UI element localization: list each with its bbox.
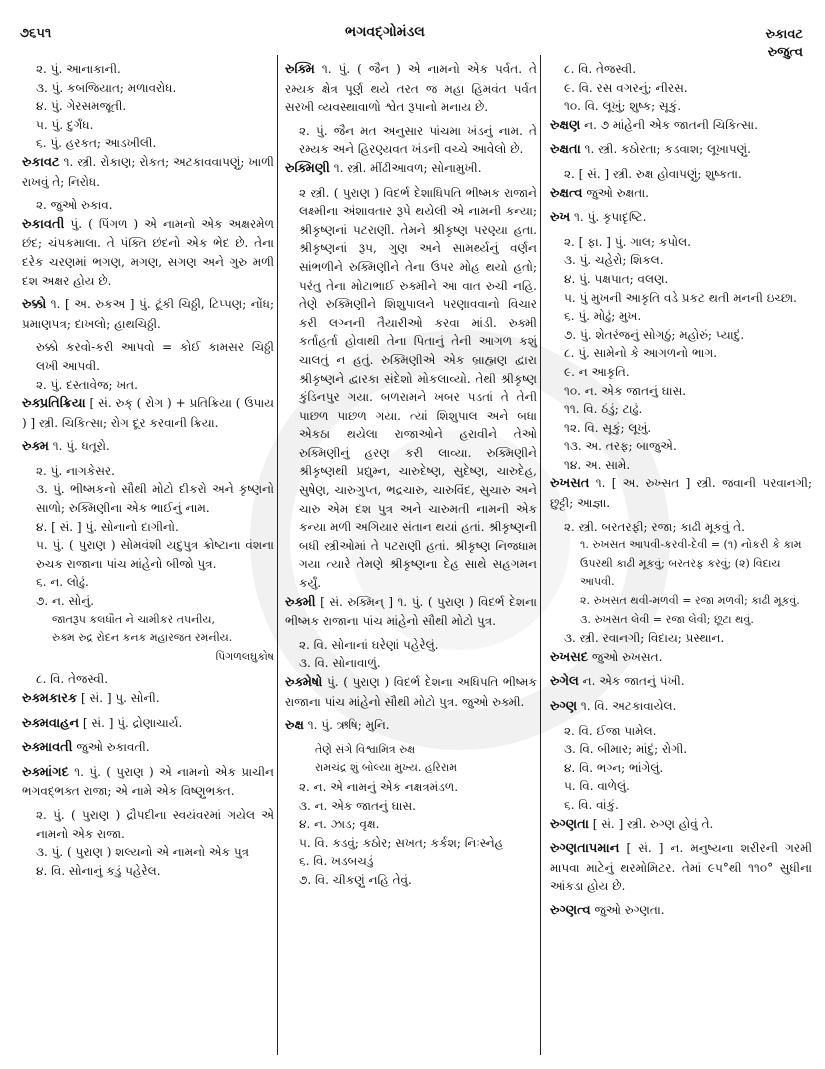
dictionary-entry — [22, 437, 274, 457]
sense-line: ૩. સ્ત્રી. રવાનગી; વિદાય; પ્રસ્થાન. — [564, 631, 725, 646]
definition-text: ૧. પું. કૃપાદૃષ્ટિ. — [570, 210, 647, 225]
headword: રુક્કો — [22, 297, 47, 313]
dictionary-entry — [285, 593, 537, 631]
sense-line: ૯. વિ. રસ વગરનું; નીરસ. — [564, 80, 688, 95]
sense-line: ૧૧. વિ. ઠંડું; ટાઢું. — [564, 402, 643, 417]
headword: રુગ્ણતા — [550, 816, 589, 832]
definition-text: ૧. [ અ. રુકઅ ] પું. ટૂંકી ચિઠ્ઠી, ટિપ્પણ; નોંધ; પ્રમાણપત્ર; દાખલો; હાથચિઠ્ઠી. — [22, 297, 274, 331]
dictionary-entry — [550, 140, 812, 160]
definition-text: ૧. સ્ત્રી. રોકાણ; રોકત; અટકાવવાપણું; ખાળી રાખવું તે; નિરોધ. — [22, 154, 274, 189]
sense-line: ૨. પું. આનાકાની. — [36, 62, 121, 76]
sense-line: ૬. વિ. વાંકું. — [564, 797, 619, 812]
column-2 — [285, 60, 537, 890]
sense-line: ૩. પું. ભીષ્મકનો સૌથી મોટો દીકરો અને કૃષ્ણનો સાળો; રુક્મિણીના એક ભાઈનું નામ. — [36, 482, 274, 516]
sense-line: ૨. સ્ત્રી. બરતરફી; રજા; કાઢી મૂકવું તે. — [564, 519, 745, 534]
definition-text: ૧. પું. ધતૂરો. — [48, 439, 110, 454]
sense-line: ૨. [ ફા. ] પું. ગાલ; કપોલ. — [564, 234, 691, 249]
definition-text: જુઓ રુકાવતી. — [72, 740, 150, 755]
sense-line: ૩. પું. ચહેરો; શિકલ. — [564, 253, 664, 268]
dictionary-entry — [550, 839, 812, 896]
page-header — [0, 8, 825, 60]
definition-text: [ સં. ] સ્ત્રી. રુગ્ણ હોવું તે. — [588, 816, 714, 831]
sense-line: ૨. ન. એ નામનું એક નક્ષત્રમંડળ. — [299, 779, 459, 794]
sense-line: ૪. પું. ગેરસમજૂતી. — [36, 99, 127, 114]
dictionary-entry — [550, 648, 812, 668]
dictionary-entry — [550, 184, 812, 204]
sense-line: ૪. પું. પક્ષપાત; વલણ. — [564, 271, 669, 286]
definition-text: જુઓ રુખસત. — [588, 649, 663, 664]
sense-line: ૩. પું. ( પુરાણ ) શલ્યનો એ નામનો એક પુત્ર — [36, 845, 250, 860]
headword: રુક્મિણી — [285, 160, 330, 176]
dictionary-entry — [285, 673, 537, 711]
headword: રુક્માવતી — [22, 740, 73, 756]
sense-line: ૧૦. વિ. લૂખું; શુષ્ક; સૂકું. — [564, 99, 682, 114]
sense-line: ૩. પું. કબજિયાત; મળાવરોધ. — [36, 80, 177, 95]
citation: પિંગળલઘુકોષ — [215, 649, 274, 663]
headword: રુખસદ — [550, 649, 589, 665]
sense-line: ૮. પું. સામેનો કે આગળનો ભાગ. — [564, 346, 718, 361]
book-title: ભગવદ્ગોમંડલ — [345, 24, 425, 40]
headword: રુક્ષણ — [550, 117, 581, 133]
column-3 — [550, 60, 812, 926]
definition-text: ૧. વિ. અટકાવાયેલ. — [577, 699, 677, 713]
sense-line: ૬. ન. લોઢું. — [36, 575, 89, 590]
headword: રુક્મિ — [285, 62, 315, 77]
sense-line: ૨. પું. નાગકેસર. — [36, 463, 115, 478]
headword: રુક્મી — [285, 594, 316, 610]
headword: રુક્મેષો — [285, 675, 323, 690]
definition-text: ૧. પું. ( પુરાણ ) એ નામનો એક પ્રાચીન ભગવદ્ભક્ત રાજા; એ નામે એક વિષ્ણુભક્ત. — [22, 764, 274, 799]
headword: રુખ — [550, 210, 571, 226]
sense-line: ૨. [ સં. ] સ્ત્રી. રુક્ષ હોવાપણું; શુષ્કતા. — [564, 166, 742, 181]
sense-line: ૧૨. વિ. સૂકું; લૂખું. — [564, 420, 652, 435]
headword: રુકાવતી — [22, 216, 65, 232]
usage-example: જાતરૂપ કલધૌત ને ચામીકર તપનીય, — [52, 612, 216, 626]
definition-text: ૧. સ્ત્રી. મીંઢીઆવળ; સોનામુખી. — [329, 160, 482, 175]
headword: રુગ્ણ — [550, 699, 578, 714]
usage-example: ૧. રુખસત આપવી-કરવી-દેવી = (૧) નોકરી કે કામ ઉપરથી કાઢી મૂકવું; બરતરફ કરવું; (૨) વિદાય આપવી. — [580, 538, 802, 589]
headword: રુક્મ — [22, 439, 49, 455]
usage-example: ૩. રુખસત લેવી = રજા લેવી; છૂટા થવું. — [580, 612, 754, 626]
sense-line: ૭. ન. સોનું. — [36, 594, 95, 609]
headword: રુગ્ણત્વ — [550, 902, 591, 918]
headword: રુગ્ણતાપમાન — [550, 841, 620, 857]
usage-example: રુક્મ રુદ્ર રોદન કનક મહારજત રમનીય. — [52, 631, 233, 645]
sense-line: ૧૪. અ. સામે. — [564, 457, 631, 472]
definition-text: ન. ૭ માંહેની એક જાતની ચિકિત્સા. — [580, 117, 758, 132]
sense-line: ૫. વિ. વાળેલું. — [564, 779, 630, 794]
dictionary-entry — [550, 672, 812, 692]
sense-line: ૨. પું. ( પુરાણ ) દ્રૌપદીના સ્વયંવરમાં ગયેલ એ નામનો એક રાજા. — [36, 807, 274, 841]
dictionary-entry — [22, 153, 274, 191]
page-number: ૭૬૫૧ — [20, 26, 52, 41]
headword: રુક્મકારક — [22, 691, 78, 706]
column-divider-2 — [540, 55, 541, 1055]
dictionary-entry — [22, 295, 274, 333]
sense-line: ૨. પું. દસ્તાવેજ; ખત. — [36, 377, 138, 392]
dictionary-entry — [550, 208, 812, 228]
sense-line: ૨. વિ. સોનાનાં ઘરેણાં પહેરેલું. — [299, 637, 439, 652]
sense-line: ૮. વિ. તેજસ્વી. — [564, 62, 637, 76]
definition-text: ૧. પું. ( જૈન ) એ નામનો એક પર્વત. તે રમ્યક ક્ષેત્ર પૂર્ણ થયે તરત જ મહા હિમવંત પર્વત સરખી વ્યવસ્થાવાળો શ્વેત રૂપાનો મનાય છે. — [285, 62, 537, 115]
definition-text: ન. એક જાતનું પંખી. — [578, 674, 685, 689]
definition-text: જુઓ રુગ્ણતા. — [590, 902, 665, 917]
headword: રુક્ષત્વ — [550, 185, 583, 201]
headword: રુક્ષતા — [550, 142, 581, 158]
usage-example: રામચંદ્ર શું બોલ્યા મુખ્ય. હરિરામ — [315, 761, 458, 775]
definition-text: પું. ( પિંગળ ) એ નામનો એક અક્ષરમેળ છંદ; ચંપકમાલા. તે પંક્તિ છંદનો એક ભેદ છે. તેના દરેક ચરણમાં ભગણ, મગણ, સગણ અને ગુરુ મળી દશ અક્ષર હોય છે. — [22, 216, 274, 288]
dictionary-entry — [550, 901, 812, 921]
definition-text: જુઓ રુક્ષતા. — [582, 185, 649, 200]
sense-line: ૩. ન. એક જાતનું ઘાસ. — [299, 798, 416, 813]
usage-example: ૨. રુખસત થવી-મળવી = રજા મળવી; કાઢી મૂકવું. — [580, 594, 800, 608]
sense-line: ૪. વિ. સોનાનું કડું પહેરેલ. — [36, 863, 161, 878]
headword: રુક્પ્રતિક્રિયા — [22, 396, 86, 412]
dictionary-entry — [22, 215, 274, 290]
headword: રુક્ષ — [285, 718, 304, 734]
sense-line: ૭. વિ. ચીકણું નહિ તેવું. — [299, 872, 412, 887]
sense-line: ૯. ન આકૃતિ. — [564, 364, 630, 379]
sense-line: ૨. જુઓ રુકાવ. — [36, 198, 113, 213]
dictionary-entry — [550, 474, 812, 512]
sense-line: ૩. વિ. બીમાર; માંદું; રોગી. — [564, 742, 688, 757]
dictionary-entry — [550, 697, 812, 717]
definition-text: [ સં. ] પું. દ્રોણાચાર્ય. — [79, 715, 183, 730]
dictionary-entry — [285, 159, 537, 179]
sense-line: ૬. વિ. ખડબચડું — [299, 854, 374, 869]
sense-line: ૨ સ્ત્રી. ( પુરાણ ) વિદર્ભ દેશાધિપતિ ભીષ્મક રાજાને લક્ષ્મીના અંશાવતાર રૂપે થયેલી એ નામની કન્યા; શ્રીકૃષ્ણનાં પટરાણી. તેમને શ્રીકૃષ્ણ પરણ્યા હતા. શ્રીકૃષ્ણનાં રૂપ, ગુણ અને સામર્થ્યનું વર્ણન સાંભળીને રુક્મિણીને તેના ઉપર મોહ થયો હતો; પરંતુ તેના મોટાભાઈ રુક્મીને આ વાત રુચી નહિ. તેણે રુક્મિણીને શિશુપાલને પરણાવવાનો વિચાર કરી લગ્નની તૈયારીઓ કરવા માંડી. રુક્મી કર્તાહર્તા હોવાથી તેના પિતાનું તેની આગળ કશું ચાલતું ન હતું. રુક્મિણીએ એક બ્રાહ્મણ દ્વારા શ્રીકૃષ્ણને દ્વારકા સંદેશો મોકલાવ્યો. તેથી શ્રીકૃષ્ણ કુંડિનપુર ગયા. બળરામને ખબર પડતાં તે તેની પાછળ પાછળ ગયા. ત્યાં શિશુપાલ અને બધા એકઠા થયેલા રાજાઓને હરાવીને તેઓ રુક્મિણીનું હરણ કરી લાવ્યા. રુક્મિણીને શ્રીકૃષ્ણથી પ્રદ્યુમ્ન, ચારુદેષ્ણ, સુદેષ્ણ, ચારુદેહ, સુષેણ, ચારુગુપ્ત, ભદ્રચારુ, ચારુવિંદ, સુચારુ અને ચારુ એમ દશ પુત્ર અને ચારુમતી નામની એક કન્યા મળી અગિયાર સંતાન થયાં હતાં. શ્રીકૃષ્ણની બધી સ્ત્રીઓમાં તે પટરાણી હતાં. શ્રીકૃષ્ણ નિજધામ ગયા ત્યારે તેમણે શ્રીકૃષ્ણના દેહ સાથે સહગમન કર્યું. — [299, 185, 537, 591]
column-divider-1 — [277, 55, 278, 1055]
guide-word-last: રુજુત્વ — [767, 45, 803, 60]
guide-word-first: રુકાવટ — [765, 27, 803, 42]
definition-text: [ સં. ] ન. મનુષ્યના શરીરની ગરમી માપવા માટેનું થરમોમિટર. તેમાં ૯૫°થી ૧૧૦° સુધીના આંકડા હોય છે. — [550, 841, 812, 894]
sense-line: ૭. પું. શેતરંજનું સોગઠું; મહોરું; પ્યાદું. — [564, 327, 745, 342]
dictionary-entry — [285, 716, 537, 736]
sense-line: ૧૦. ન. એક જાતનું ઘાસ. — [564, 383, 687, 398]
sense-line: ૫. વિ. કડવું; કઠોર; સખત; કર્કશ; નિઃસ્નેહ — [299, 835, 504, 850]
guide-words — [765, 26, 803, 62]
headword: રુગેલ — [550, 674, 579, 690]
dictionary-entry — [22, 763, 274, 801]
dictionary-entry — [285, 60, 537, 117]
usage-example: તેણે સંગે વિશ્વામિત્ર રુક્ષ — [315, 742, 416, 756]
sense-line: ૮. વિ. તેજસ્વી. — [36, 672, 109, 687]
definition-text: પું. ( પુરાણ ) વિદર્ભ દેશના અધિપતિ ભીષ્મક રાજાના પાંચ માંહેનો સૌથી મોટો પુત્ર. જુઓ રુક્મી. — [285, 675, 537, 709]
definition-text: [ સં. રુક્ ( રોગ ) + પ્રતિક્રિયા ( ઉપાય ) ] સ્ત્રી. ચિકિત્સા; રોગ દૂર કરવાની ક્રિયા. — [22, 396, 274, 430]
sense-line: ૪. ન. ઝાડ; વૃક્ષ. — [299, 817, 380, 832]
sense-line: ૨. વિ. ઈજા પામેલ. — [564, 723, 657, 738]
dictionary-entry — [550, 116, 812, 136]
dictionary-entry — [22, 394, 274, 432]
definition-text: ૧. [ અ. રુખ્સત ] સ્ત્રી. જવાની પરવાનગી; છુટ્ટી; આજ્ઞા. — [550, 476, 812, 511]
column-1 — [22, 60, 274, 880]
sense-line: ૫. પું. ( પુરાણ ) સોમવંશી યદુપુત્ર ક્રોષ્ટાના વંશના રુચક રાજાના પાંચ માંહેનો બીજો પુત્ર. — [36, 538, 274, 571]
sense-line: ૪. [ સં. ] પું. સોનાનો દાગીનો. — [36, 519, 179, 534]
dictionary-entry — [22, 738, 274, 758]
sense-line: રુક્કો કરવો-કરી આપવો = કોઈ કામસર ચિઠ્ઠી લખી આપવી. — [36, 340, 274, 373]
sense-line: ૫. પું મુખની આકૃતિ વડે પ્રકટ થતી મનની ઇચ્છા. — [564, 290, 797, 305]
sense-line: ૫. પું. દુર્ગંધ. — [36, 117, 94, 132]
definition-text: [ સં. ] પુ. સોની. — [77, 691, 160, 705]
definition-text: ૧. સ્ત્રી. કઠોરતા; કડવાશ; લૂખાપણું. — [580, 142, 751, 157]
headword: રુક્મવાહન — [22, 715, 80, 731]
sense-line: ૩. વિ. સોનાવાળું. — [299, 656, 381, 671]
headword: રુખસત — [550, 476, 590, 492]
dictionary-entry — [22, 689, 274, 709]
headword: રુક્માંગદ — [22, 764, 69, 780]
definition-text: [ સં. રુક્મિન્ ] ૧. પું. ( પુરાણ ) વિદર્ભ દેશના ભીષ્મક રાજાના પાંચ માંહેનો સૌથી મોટો પુત્ર. — [285, 594, 537, 629]
sense-line: ૬. પું. હરકત; આડખીલી. — [36, 136, 157, 151]
dictionary-entry — [550, 815, 812, 835]
sense-line: ૨. પું. જૈન મત અનુસાર પાંચમા ખંડનું નામ. તે રમ્યક અને હિરણ્યવત ખંડની વચ્ચે આવેલો છે. — [299, 123, 537, 157]
headword: રુકાવટ — [22, 154, 60, 170]
definition-text: ૧. પું. ઋષિ; મુનિ. — [303, 718, 390, 733]
dictionary-entry — [22, 714, 274, 734]
sense-line: ૬. પું. મોઢું; મુખ. — [564, 309, 642, 324]
sense-line: ૪. વિ. ભગ્ન; ભાંગેલું. — [564, 760, 664, 775]
sense-line: ૧૩. અ. તરફ; બાજુએ. — [564, 439, 677, 454]
